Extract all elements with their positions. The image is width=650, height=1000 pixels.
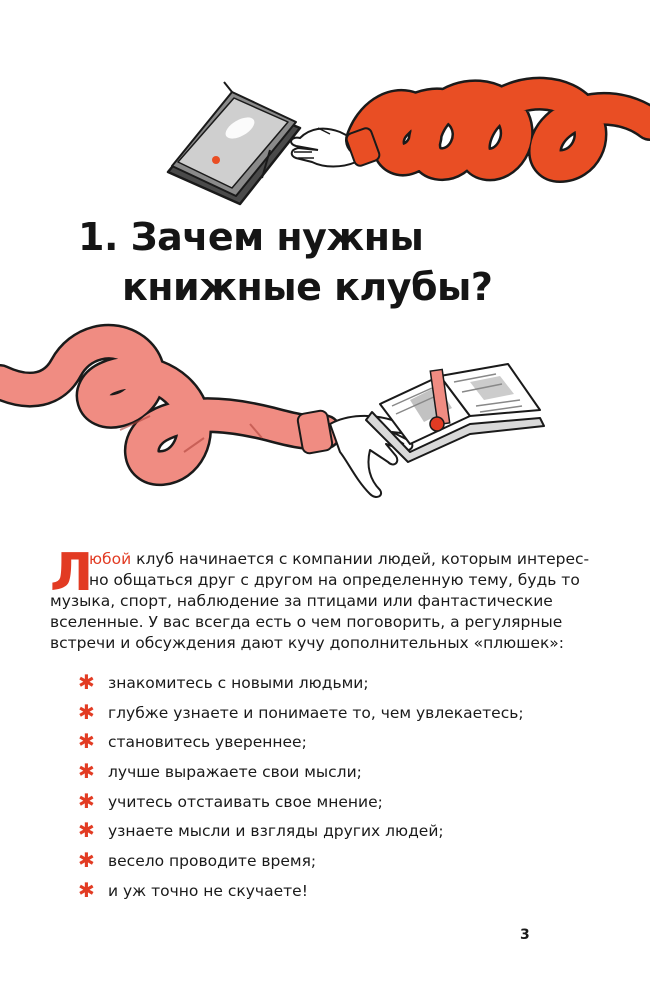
asterisk-icon: ✱ — [78, 729, 95, 754]
benefits-list — [78, 672, 524, 910]
list-item: ✱ лучше выражаете свои мысли; — [78, 759, 362, 784]
asterisk-icon: ✱ — [78, 877, 95, 902]
asterisk-icon: ✱ — [78, 788, 95, 813]
asterisk-icon: ✱ — [78, 670, 95, 694]
asterisk-icon: ✱ — [78, 759, 95, 784]
intro-line-2: но общаться друг с другом на определенную тему, будь то — [89, 571, 580, 589]
intro-paragraph — [50, 543, 590, 654]
asterisk-icon: ✱ — [78, 699, 95, 724]
list-item: ✱ весело проводите время; — [78, 848, 317, 873]
bottom-illustration — [0, 320, 650, 510]
intro-line-5: встречи и обсуждения дают кучу дополнительных «плюшек»: — [50, 634, 565, 652]
intro-line-1-rest: клуб начинается с компании людей, которым интерес- — [131, 550, 590, 568]
drop-cap: Л — [50, 543, 94, 603]
intro-line-3: музыка, спорт, наблюдение за птицами или фантастические — [50, 592, 553, 610]
title-line-1: 1. Зачем нужны — [78, 215, 424, 259]
list-item: ✱ учитесь отстаивать свое мнение; — [78, 788, 383, 813]
page-number: 3 — [520, 927, 530, 943]
page-title — [78, 212, 492, 312]
pink-sleeve-icon — [0, 342, 333, 468]
asterisk-icon: ✱ — [78, 848, 95, 873]
asterisk-icon: ✱ — [78, 818, 95, 843]
intro-line-4: вселенные. У вас всегда есть о чем поговорить, а регулярные — [50, 613, 563, 631]
intro-first-word: юбой — [89, 550, 132, 568]
top-illustration — [0, 0, 650, 215]
intro-line-1 — [50, 549, 590, 570]
list-item: ✱ знакомитесь с новыми людьми; — [78, 670, 369, 694]
open-book-icon — [366, 364, 544, 462]
list-item: ✱ и уж точно не скучаете! — [78, 877, 308, 902]
list-item: ✱ становитесь увереннее; — [78, 729, 307, 754]
list-item: ✱ узнаете мысли и взгляды других людей; — [78, 818, 444, 843]
title-line-2: книжные клубы? — [122, 265, 493, 309]
orange-sleeve-icon — [345, 94, 650, 168]
list-item: ✱ глубже узнаете и понимаете то, чем увлекаетесь; — [78, 699, 524, 724]
closed-book-icon — [168, 82, 300, 204]
